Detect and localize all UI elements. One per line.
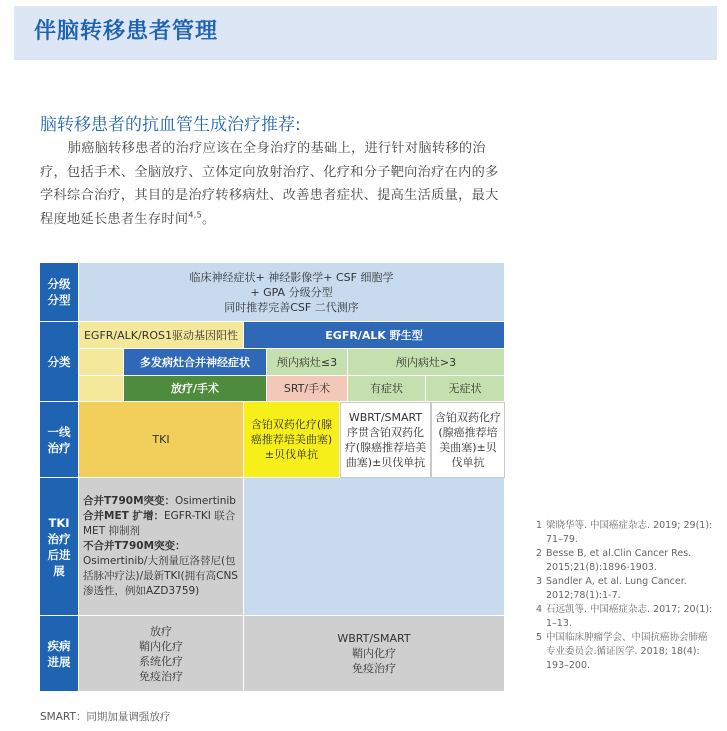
category-gt3: 颅内病灶>3 xyxy=(348,349,505,376)
row-header-tki-post-label: TKI治疗后进展 xyxy=(47,515,71,578)
reference-item xyxy=(536,603,716,631)
body-citation: 4,5 xyxy=(188,210,202,220)
tki-post-t790m xyxy=(83,494,240,509)
progress-left-item: 鞘内化疗 xyxy=(139,639,183,653)
row-header-progress xyxy=(40,616,79,692)
reference-item xyxy=(536,575,716,603)
page-title: 伴脑转移患者管理 xyxy=(34,19,219,44)
progress-left-item: 免疫治疗 xyxy=(139,669,183,683)
category-egfr-positive-sub xyxy=(79,349,124,376)
reference-number: 1 xyxy=(536,520,543,531)
first-line-tki: TKI xyxy=(79,402,244,478)
row-header-staging xyxy=(40,263,79,322)
body-paragraph xyxy=(40,137,510,231)
staging-line-3: 同时推荐完善CSF 二代测序 xyxy=(224,300,359,314)
tki-post-text xyxy=(83,494,243,599)
progress-left xyxy=(79,616,244,692)
tki-post-t790m-label: 合并T790M突变： xyxy=(83,495,176,507)
category-multi-focal: 多发病灶合并神经症状 xyxy=(124,349,267,376)
reference-item xyxy=(536,547,716,575)
reference-text: 梁晓华等. 中国癌症杂志. 2019; 29(1): 71–79. xyxy=(546,520,713,545)
references xyxy=(536,519,716,673)
tki-post-met-value: EGFR-TKI 联合MET 抑制剂 xyxy=(83,510,236,537)
reference-number: 5 xyxy=(536,632,543,643)
tki-post-no-t790m-value: Osimertinib/大剂量厄洛替尼(包括脉冲疗法)/最新TKI(拥有高CNS 渗透性，例如AZD3759) xyxy=(83,555,238,597)
treatment-radio-surgery: 放疗/手术 xyxy=(124,376,267,402)
tki-post-met xyxy=(83,509,240,539)
treatment-symptomatic: 有症状 xyxy=(348,376,426,402)
reference-text: 石远凯等. 中国癌症杂志. 2017; 20(1): 1–13. xyxy=(546,604,713,629)
tki-post-no-t790m-label: 不合并T790M突变： xyxy=(83,540,186,552)
progress-right xyxy=(244,616,505,692)
reference-item xyxy=(536,519,716,547)
tki-post-cell xyxy=(79,478,244,616)
progress-right-item: WBRT/SMART xyxy=(337,632,411,645)
category-egfr-positive: EGFR/ALK/ROS1驱动基因阳性 xyxy=(79,322,244,349)
category-egfr-positive-sub2 xyxy=(79,376,124,402)
tki-post-t790m-value: Osimertinib xyxy=(175,495,236,507)
reference-item xyxy=(536,631,716,673)
treatment-asymptomatic: 无症状 xyxy=(426,376,505,402)
row-header-first-line xyxy=(40,402,79,478)
progress-right-item: 免疫治疗 xyxy=(352,662,396,675)
staging-line-1: 临床神经症状+ 神经影像学+ CSF 细胞学 xyxy=(189,270,394,284)
treatment-srt-surgery: SRT/手术 xyxy=(267,376,348,402)
category-le3: 颅内病灶≤3 xyxy=(267,349,348,376)
reference-number: 3 xyxy=(536,576,543,587)
row-header-first-line-label: 一线治疗 xyxy=(47,424,71,455)
first-line-pt-combo-2: 含铂双药化疗(腺癌推荐培美曲塞)±贝伐单抗 xyxy=(431,402,505,478)
first-line-wbrt: WBRT/SMART序贯含铂双药化疗(腺癌推荐培美曲塞)±贝伐单抗 xyxy=(340,402,431,478)
staging-line-2: + GPA 分级分型 xyxy=(250,285,333,299)
body-text: 肺癌脑转移患者的治疗应该在全身治疗的基础上，进行针对脑转移的治疗，包括手术、全脑放疗、立体定向放射治疗、化疗和分子靶向治疗在内的多学科综合治疗，其目的是治疗转移病灶、改善患者症状、提高生活质量，最大程度地延长患者生存时间 xyxy=(40,141,499,227)
progress-left-item: 放疗 xyxy=(150,624,172,638)
row-header-progress-label: 疾病进展 xyxy=(47,638,71,669)
treatment-table xyxy=(40,263,505,692)
footnote: SMART：同期加量调强放疗 xyxy=(40,711,171,723)
staging-cell xyxy=(79,263,505,322)
row-header-staging-label: 分级分型 xyxy=(47,277,71,307)
body-end: 。 xyxy=(202,211,216,227)
reference-number: 2 xyxy=(536,548,543,559)
tki-post-empty xyxy=(244,478,505,616)
reference-text: 中国临床肿瘤学会、中国抗癌协会肺癌专业委员会.循证医学. 2018; 18(4): 193–200. xyxy=(546,632,708,671)
section-title: 脑转移患者的抗血管生成治疗推荐: xyxy=(40,115,301,135)
first-line-pt-combo: 含铂双药化疗(腺癌推荐培美曲塞)±贝伐单抗 xyxy=(244,402,340,478)
tki-post-met-label: 合并MET 扩增： xyxy=(83,510,164,522)
category-egfr-wild: EGFR/ALK 野生型 xyxy=(244,322,505,349)
reference-number: 4 xyxy=(536,604,543,615)
progress-left-item: 系统化疗 xyxy=(139,654,183,668)
reference-text: Sandler A, et al. Lung Cancer. 2012;78(1):1-7. xyxy=(546,576,687,601)
row-header-category xyxy=(40,322,79,402)
progress-right-item: 鞘内化疗 xyxy=(352,647,396,660)
reference-text: Besse B, et al.Clin Cancer Res. 2015;21(8):1896-1903. xyxy=(546,548,692,573)
tki-post-no-t790m xyxy=(83,539,240,599)
row-header-category-label: 分类 xyxy=(47,354,71,369)
row-header-tki-post xyxy=(40,478,79,616)
